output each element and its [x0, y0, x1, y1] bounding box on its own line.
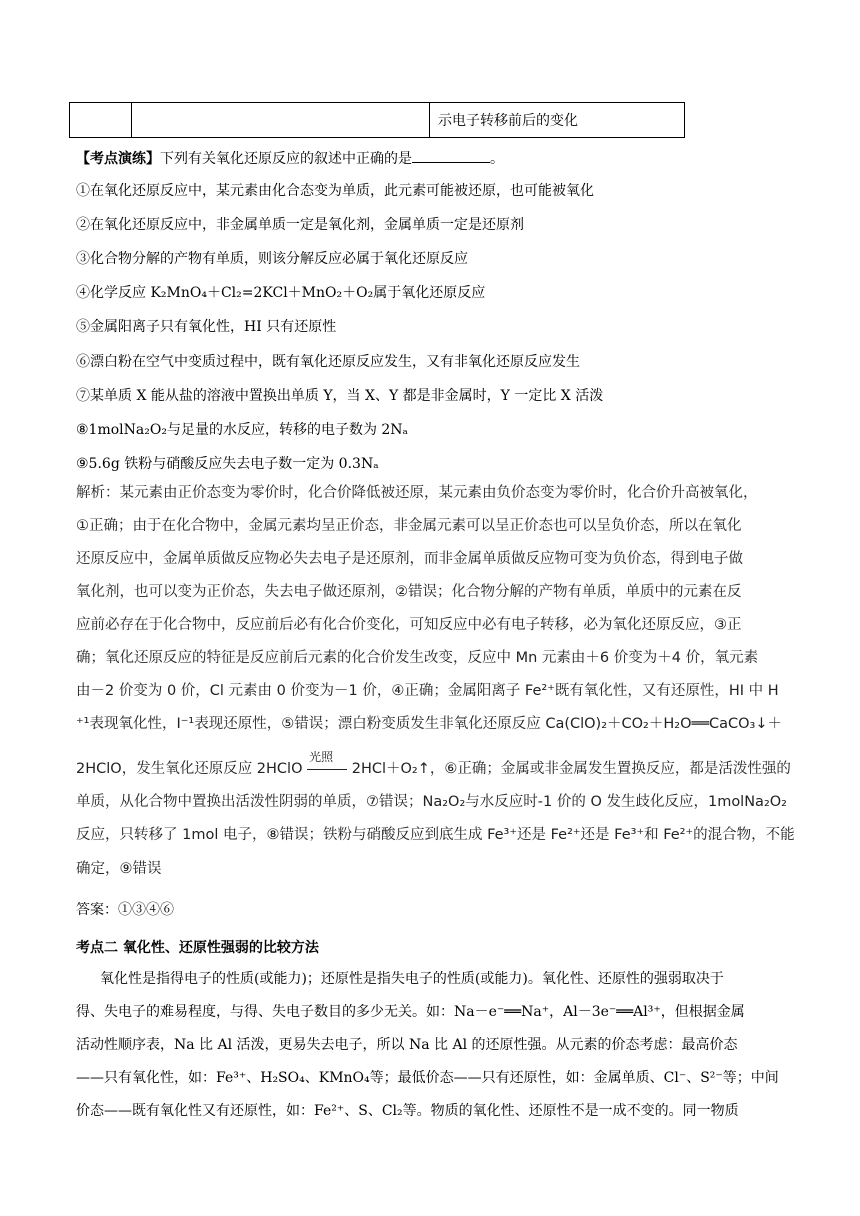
exercise-item-2: ②在氧化还原反应中，非金属单质一定是氧化剂，金属单质一定是还原剂 [76, 217, 524, 233]
exercise-item-7: ⑦某单质 X 能从盐的溶液中置换出单质 Y，当 X、Y 都是非金属时，Y 一定比 X 活泼 [76, 388, 604, 404]
exercise-item-6: ⑥漂白粉在空气中变质过程中，既有氧化还原反应发生，又有非氧化还原反应发生 [76, 354, 580, 370]
analysis-line: 解析：某元素由正价态变为零价时，化合价降低被还原，某元素由负价态变为零价时，化合价升高被氧化， [76, 485, 758, 501]
exercise-item-1: ①在氧化还原反应中，某元素由化合态变为单质，此元素可能被还原，也可能被氧化 [76, 183, 594, 199]
analysis-line: 由－2 价变为 0 价，Cl 元素由 0 价变为－1 价，④正确；金属阳离子 Fe²⁺既有氧化性，又有还原性，HI 中 H [76, 683, 779, 699]
exercise-item-8: ⑧1molNa₂O₂与足量的水反应，转移的电子数为 2Nₐ [76, 422, 408, 438]
answer-blank [412, 148, 490, 163]
table-cell-1 [70, 103, 132, 138]
table-cell-3: 示电子转移前后的变化 [430, 103, 685, 138]
exercise-item-3: ③化合物分解的产物有单质，则该分解反应必属于氧化还原反应 [76, 251, 468, 267]
section-paragraph-line: 活动性顺序表，Na 比 Al 活泼，更易失去电子，所以 Na 比 Al 的还原性强。从元素的价态考虑：最高价态 [76, 1037, 738, 1053]
exercise-item-5: ⑤金属阳离子只有氧化性，HI 只有还原性 [76, 319, 337, 335]
exercise-label: 【考点演练】 [76, 151, 160, 167]
analysis-line: ⁺¹表现氧化性，I⁻¹表现还原性，⑤错误；漂白粉变质发生非氧化还原反应 Ca(ClO)₂＋CO₂＋H₂O══CaCO₃↓＋ [76, 716, 782, 732]
section-title: 考点二 氧化性、还原性强弱的比较方法 [76, 940, 319, 956]
section-paragraph-line: 氧化性是指得电子的性质(或能力)；还原性是指失电子的性质(或能力)。氧化性、还原性的强弱取决于 [100, 971, 724, 987]
exercise-prompt: 【考点演练】下列有关氧化还原反应的叙述中正确的是 。 [76, 148, 504, 168]
analysis-line: 应前必存在于化合物中，反应前后必有化合价变化，可知反应中必有电子转移，必为氧化还原反应，③正 [76, 617, 742, 633]
exercise-question: 下列有关氧化还原反应的叙述中正确的是 [160, 151, 412, 167]
table-cell-2 [132, 103, 430, 138]
analysis-line: 还原反应中，金属单质做反应物必失去电子是还原剂，而非金属单质做反应物可变为负价态，得到电子做 [76, 551, 743, 567]
analysis-line: 单质，从化合物中置换出活泼性阴弱的单质，⑦错误；Na₂O₂与水反应时-1 价的 O 发生歧化反应，1molNa₂O₂ [76, 794, 787, 810]
reaction-condition-arrow [307, 750, 347, 779]
analysis-line: 反应，只转移了 1mol 电子，⑧错误；铁粉与硝酸反应到底生成 Fe³⁺还是 Fe²⁺还是 Fe³⁺和 Fe²⁺的混合物，不能 [76, 827, 795, 843]
table-fragment [69, 102, 685, 138]
light-condition: 光照 [309, 750, 334, 764]
exercise-item-9: ⑨5.6g 铁粉与硝酸反应失去电子数一定为 0.3Nₐ [76, 456, 379, 472]
equals-bar [307, 769, 347, 770]
analysis-line: 确定，⑨错误 [76, 861, 162, 877]
analysis-line: 确；氧化还原反应的特征是反应前后元素的化合价发生改变，反应中 Mn 元素由＋6 价变为＋4 价，氧元素 [76, 650, 759, 666]
section-paragraph-line: 价态——既有氧化性又有还原性，如：Fe²⁺、S、Cl₂等。物质的氧化性、还原性不是一成不变的。同一物质 [76, 1103, 739, 1119]
section-paragraph-line: ——只有氧化性，如：Fe³⁺、H₂SO₄、KMnO₄等；最低价态——只有还原性，如：金属单质、Cl⁻、S²⁻等；中间 [76, 1070, 779, 1086]
exercise-item-4: ④化学反应 K₂MnO₄＋Cl₂=2KCl＋MnO₂＋O₂属于氧化还原反应 [76, 285, 486, 301]
analysis-line: 氧化剂，也可以变为正价态，失去电子做还原剂，②错误；化合物分解的产物有单质，单质中的元素在反 [76, 584, 742, 600]
table-row [70, 103, 685, 138]
section-paragraph-line: 得、失电子的难易程度，与得、失电子数目的多少无关。如：Na－e⁻══Na⁺，Al－3e⁻══Al³⁺，但根据金属 [76, 1004, 745, 1020]
analysis-line: ①正确；由于在化合物中，金属元素均呈正价态，非金属元素可以呈正价态也可以呈负价态，所以在氧化 [76, 518, 742, 534]
analysis-line-with-condition: 2HClO，发生氧化还原反应 2HClO 光照 2HCl＋O₂↑，⑥正确；金属或非金属发生置换反应，都是活泼性强的 [76, 750, 791, 777]
answer-line: 答案：①③④⑥ [76, 902, 174, 918]
